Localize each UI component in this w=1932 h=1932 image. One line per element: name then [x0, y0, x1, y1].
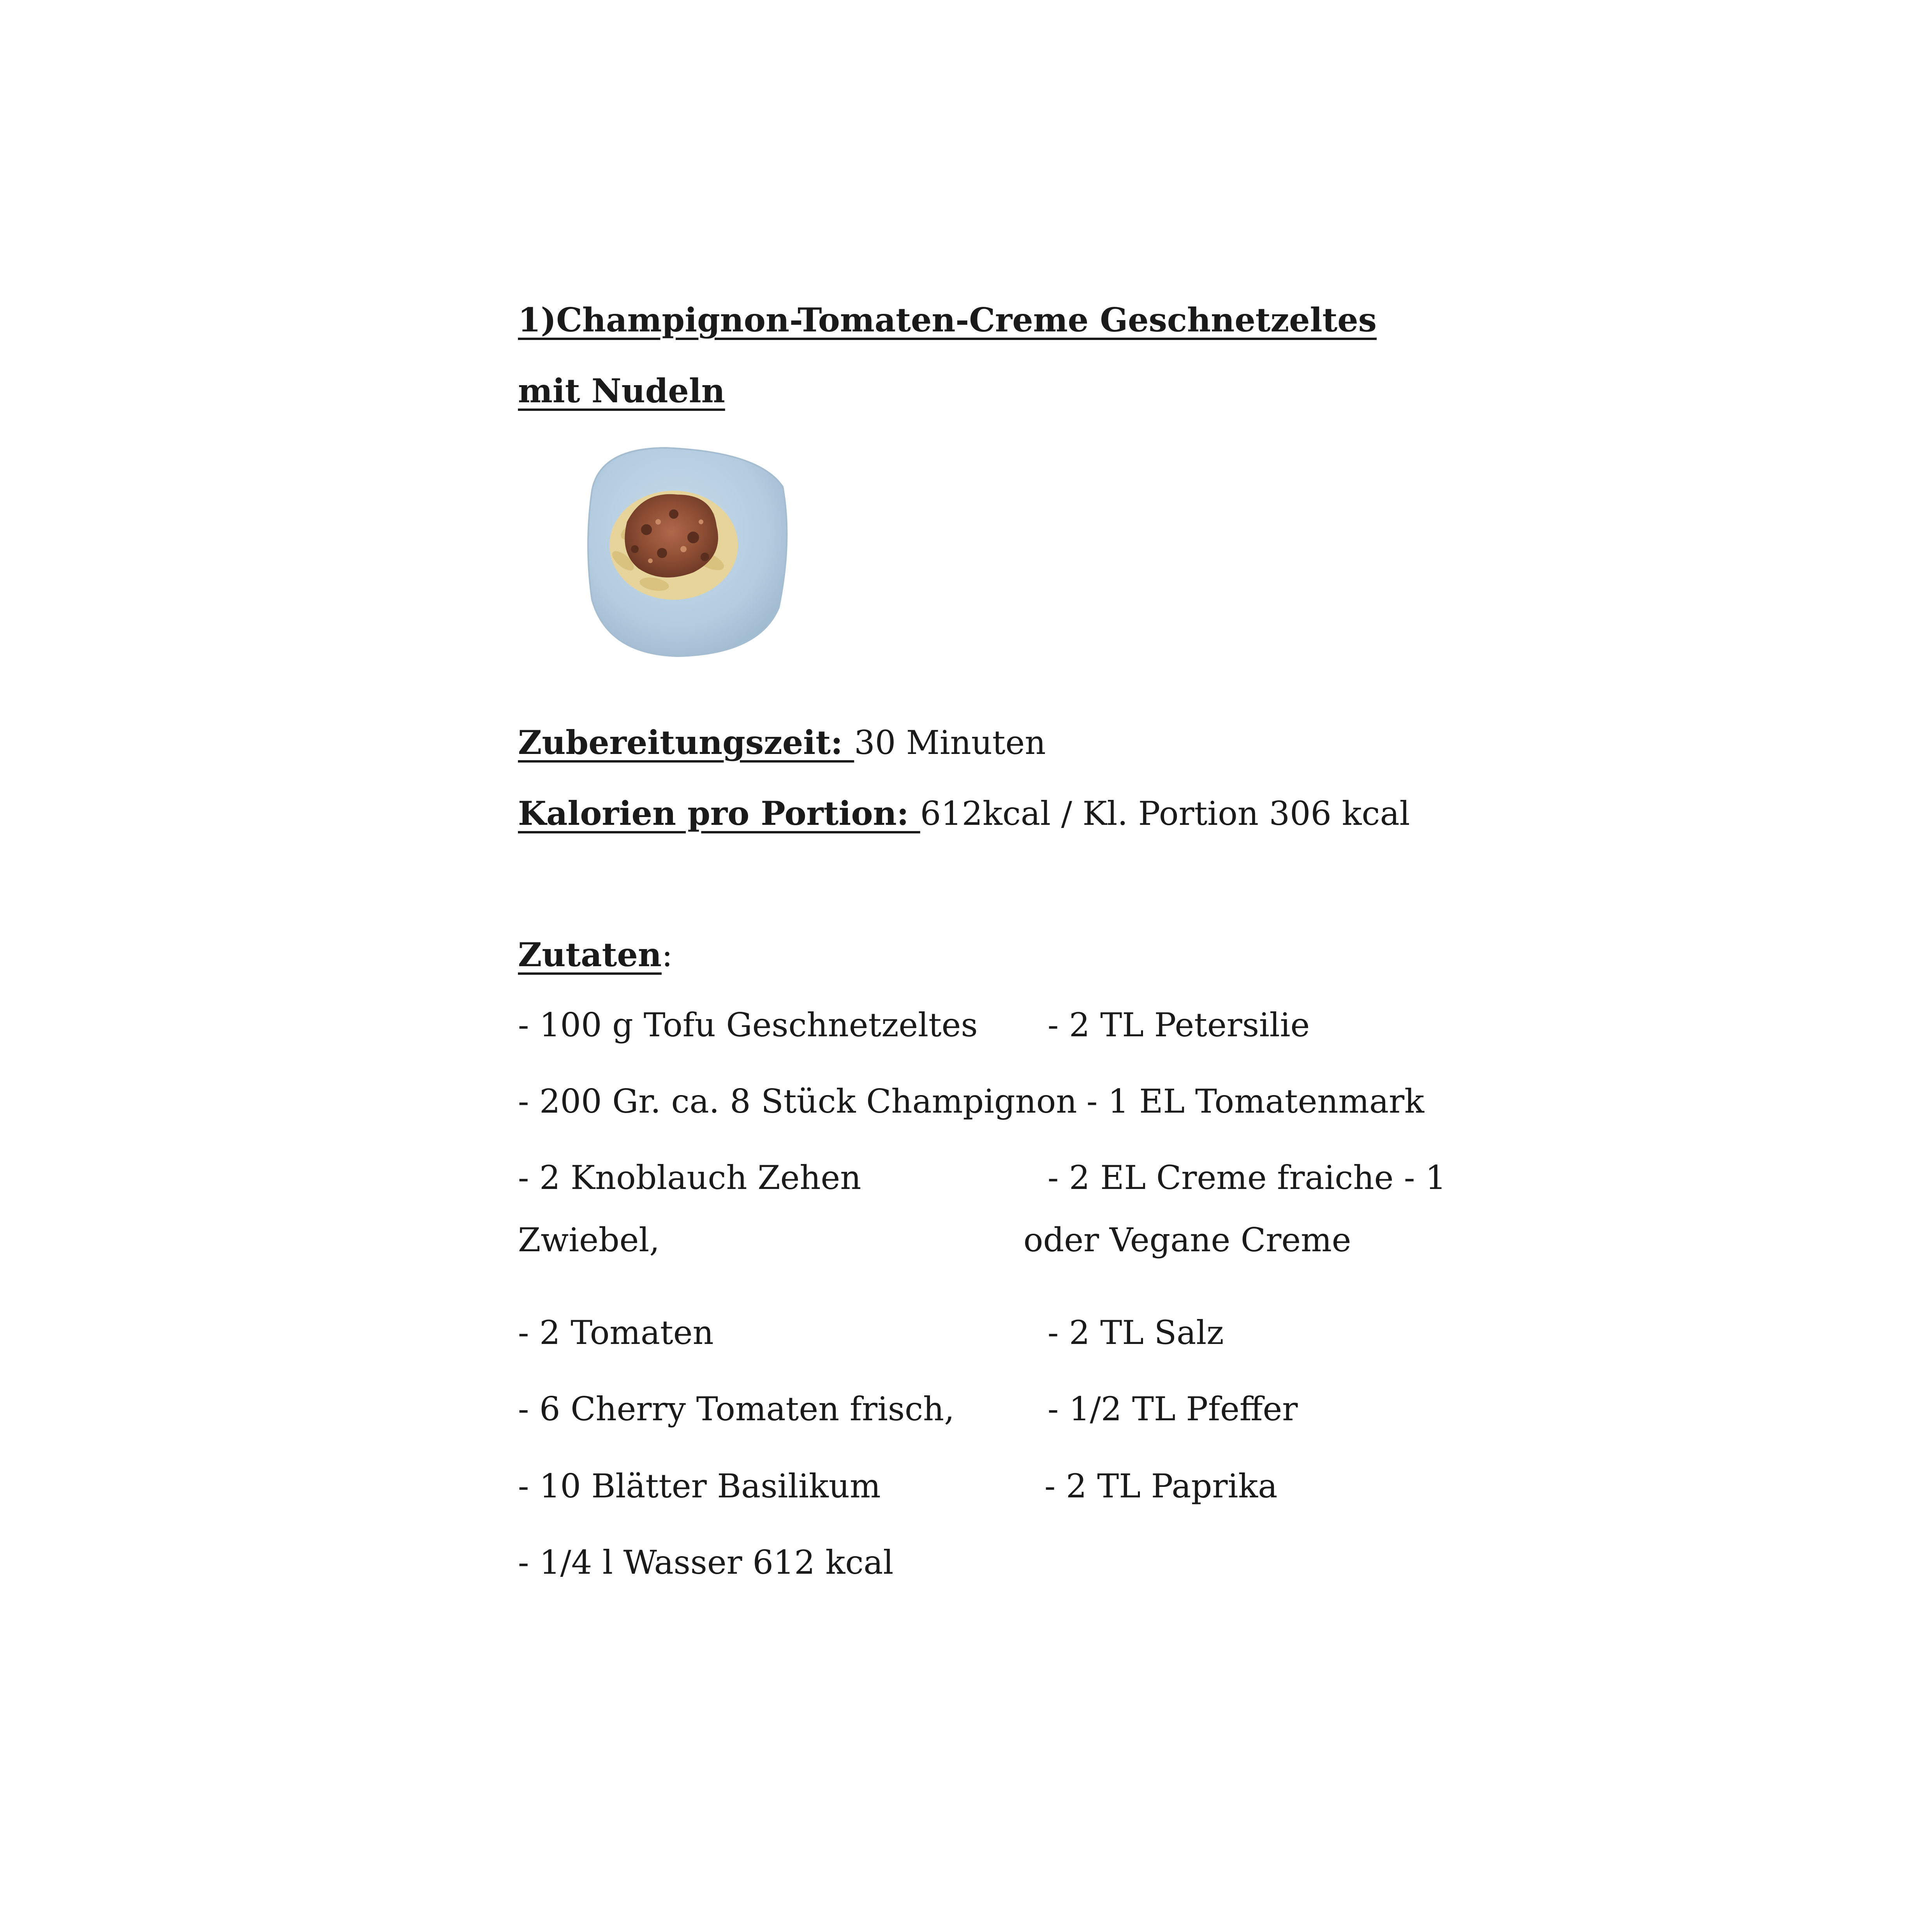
- ingredient-right-item: - 2 TL Salz: [1048, 1314, 1224, 1352]
- ingredients-heading-row: [518, 935, 673, 974]
- ingredient-left-item: - 200 Gr. ca. 8 Stück Champignon: [518, 1082, 1077, 1120]
- calories-value: 612kcal / Kl. Portion 306 kcal: [920, 794, 1410, 833]
- prep-time-label: Zubereitungszeit:: [518, 723, 854, 762]
- ingredient-left-item: - 2 Tomaten: [518, 1314, 714, 1352]
- ingredient-right-item: - 2 TL Paprika: [1044, 1467, 1278, 1505]
- calories-row: [518, 794, 1410, 833]
- pasta-plate-image: [576, 444, 794, 662]
- calories-label: Kalorien pro Portion:: [518, 794, 920, 833]
- ingredient-right-item: - 2 EL Creme fraiche - 1: [1048, 1159, 1446, 1197]
- ingredients-heading-colon: :: [661, 936, 673, 974]
- recipe-title-line2: mit Nudeln: [518, 372, 725, 410]
- ingredient-right-item: oder Vegane Creme: [1023, 1221, 1351, 1259]
- prep-time-row: [518, 723, 1046, 762]
- ingredients-heading: Zutaten: [518, 935, 662, 974]
- ingredient-left-item: - 2 Knoblauch Zehen: [518, 1159, 861, 1197]
- ingredient-right-item: - 1 EL Tomatenmark: [1087, 1082, 1425, 1120]
- ingredient-left-item: - 100 g Tofu Geschnetzeltes: [518, 1006, 978, 1044]
- ingredient-left-item: - 1/4 l Wasser 612 kcal: [518, 1543, 894, 1582]
- ingredient-right-item: - 1/2 TL Pfeffer: [1048, 1390, 1298, 1428]
- ingredient-left-item: Zwiebel,: [518, 1221, 660, 1259]
- recipe-title-line1: 1)Champignon-Tomaten-Creme Geschnetzeltes: [518, 301, 1377, 339]
- dish-photo: [576, 444, 794, 662]
- ingredient-right-item: - 2 TL Petersilie: [1048, 1006, 1310, 1044]
- ingredient-left-item: - 10 Blätter Basilikum: [518, 1467, 881, 1505]
- ingredient-left-item: - 6 Cherry Tomaten frisch,: [518, 1390, 955, 1428]
- prep-time-value: 30 Minuten: [854, 724, 1046, 762]
